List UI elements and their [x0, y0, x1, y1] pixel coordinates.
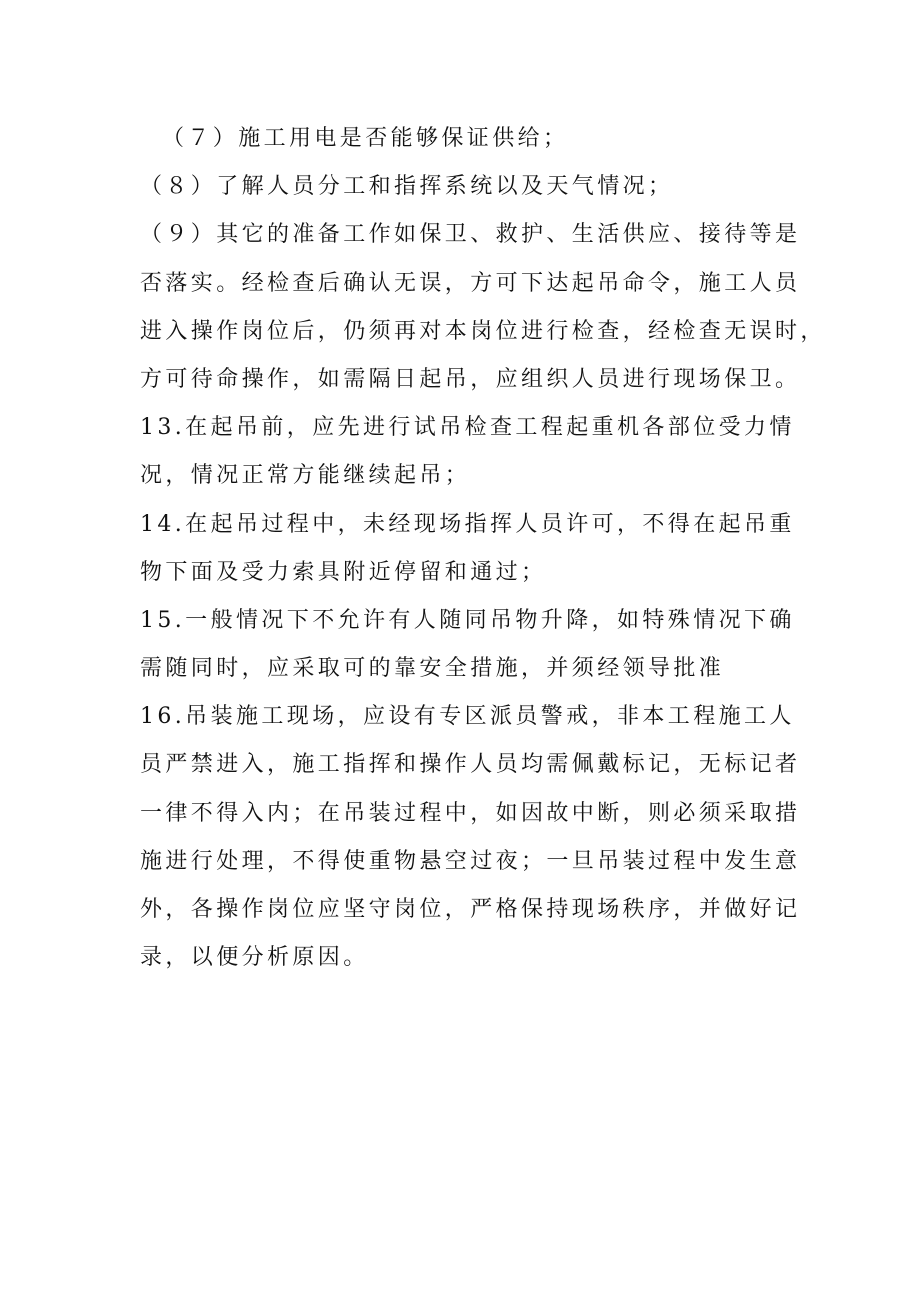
item-15-line-2: 需随同时，应采取可的靠安全措施，并须经领导批准 — [140, 656, 725, 682]
item-13-line-2: 况，情况正常方能继续起吊； — [140, 463, 471, 489]
document-body — [140, 115, 826, 982]
item-15-line-1: 15.一般情况下不允许有人随同吊物升降，如特殊情况下确 — [140, 607, 795, 633]
item-8-line: （８）了解人员分工和指挥系统以及天气情况； — [140, 174, 674, 200]
item-14-line-1: 14.在起吊过程中，未经现场指挥人员许可，不得在起吊重 — [140, 511, 795, 537]
item-14-line-2: 物下面及受力索具附近停留和通过； — [140, 559, 547, 585]
item-9-line-2: 否落实。经检查后确认无误，方可下达起吊命令，施工人员 — [140, 270, 801, 296]
item-16-line-3: 一律不得入内；在吊装过程中，如因故中断，则必须采取措 — [140, 800, 801, 826]
item-16-line-2: 员严禁进入，施工指挥和操作人员均需佩戴标记，无标记者 — [140, 752, 801, 778]
item-16-line-5: 外，各操作岗位应坚守岗位，严格保持现场秩序，并做好记 — [140, 897, 801, 922]
item-9-line-1: （９）其它的准备工作如保卫、救护、生活供应、接待等是 — [140, 222, 801, 248]
item-13-line-1: 13.在起吊前，应先进行试吊检查工程起重机各部位受力情 — [140, 415, 795, 441]
item-9-line-3: 进入操作岗位后，仍须再对本岗位进行检查，经检查无误时， — [140, 318, 826, 344]
item-7-line: （７）施工用电是否能够保证供给； — [162, 126, 569, 151]
item-16-line-4: 施进行处理，不得使重物悬空过夜；一旦吊装过程中发生意 — [140, 848, 801, 874]
item-16-line-1: 16.吊装施工现场，应设有专区派员警戒，非本工程施工人 — [140, 704, 795, 730]
item-9-line-4: 方可待命操作，如需隔日起吊，应组织人员进行现场保卫。 — [140, 366, 801, 392]
item-16-line-6: 录，以便分析原因。 — [140, 945, 369, 971]
